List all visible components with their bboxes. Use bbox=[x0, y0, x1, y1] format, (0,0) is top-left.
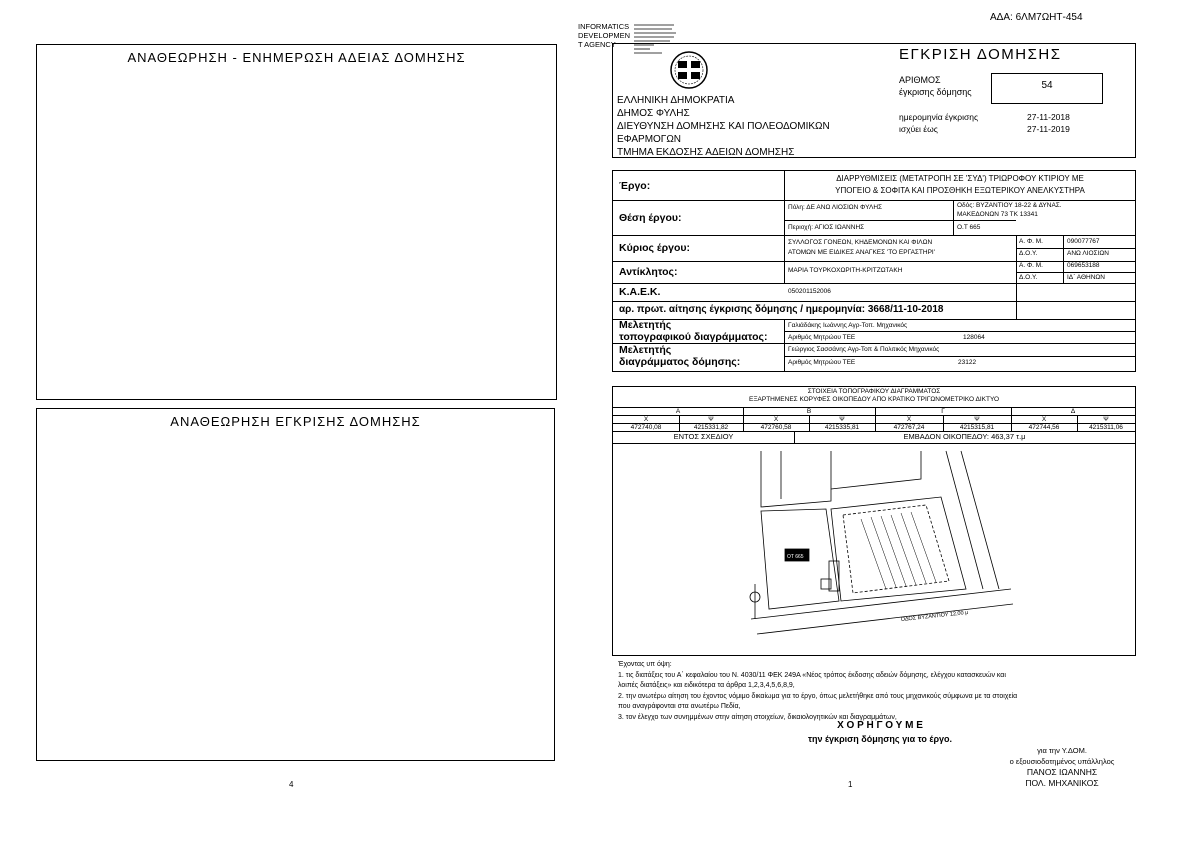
owner-line-1: ΣΥΛΛΟΓΟΣ ΓΟΝΕΩΝ, ΚΗΔΕΜΟΝΩΝ ΚΑΙ ΦΙΛΩΝ bbox=[788, 239, 933, 246]
vertex-d-name: Δ bbox=[1070, 408, 1076, 415]
street-line-2: ΜΑΚΕΔΟΝΩΝ 73 ΤΚ 13341 bbox=[957, 211, 1038, 218]
col-y-b: Ψ bbox=[839, 416, 845, 423]
topo-title-1: ΣΤΟΙΧΕΙΑ ΤΟΠΟΓΡΑΦΙΚΟΥ ΔΙΑΓΡΑΜΜΑΤΟΣ bbox=[807, 388, 941, 395]
doy2-value: ΙΔ΄ ΑΘΗΝΩΝ bbox=[1067, 274, 1105, 281]
authority-block bbox=[617, 94, 830, 159]
vertex-d-x: 472744,56 bbox=[1028, 424, 1060, 431]
valid-value: 27-11-2019 bbox=[1027, 124, 1070, 134]
col-x-a: Χ bbox=[643, 416, 649, 423]
authority-line-3: ΔΙΕΥΘΥΝΣΗ ΔΟΜΗΣΗΣ ΚΑΙ ΠΟΛΕΟΔΟΜΙΚΩΝ bbox=[617, 121, 830, 132]
consideration-1: 1. τις διατάξεις του Α΄ κεφαλαίου του Ν. 4030/11 ΦΕΚ 249Α «Νέος τρόπος έκδοσης αδειών δόμησης, ελέγχου κατασκευών και bbox=[618, 671, 1006, 679]
signature-name: ΠΑΝΟΣ ΙΩΑΝΝΗΣ bbox=[1026, 767, 1098, 777]
designer-label-2: διαγράμματος δόμησης: bbox=[619, 356, 741, 368]
greek-emblem-icon bbox=[669, 50, 709, 90]
authority-line-5: ΤΜΗΜΑ ΕΚΔΟΣΗΣ ΑΔΕΙΩΝ ΔΟΜΗΣΗΣ bbox=[617, 147, 795, 158]
kaek-label: Κ.Α.Ε.Κ. bbox=[619, 286, 661, 298]
page-number-left: 4 bbox=[289, 780, 294, 789]
number-label bbox=[899, 74, 972, 98]
entos-label: ΕΝΤΟΣ ΣΧΕΔΙΟΥ bbox=[673, 432, 734, 441]
approval-number-box: 54 bbox=[991, 73, 1103, 104]
approval-title: ΕΓΚΡΙΣΗ ΔΟΜΗΣΗΣ bbox=[899, 46, 1062, 63]
ergo-label: Έργο: bbox=[619, 180, 651, 192]
grant-heading: Χ Ο Ρ Η Γ Ο Υ Μ Ε bbox=[837, 720, 923, 731]
consideration-3: 3. τον έλεγχο των συνημμένων στην αίτηση στοιχείων, δικαιολογητικών και διαγραμμάτων, bbox=[618, 713, 897, 721]
col-x-b: Χ bbox=[773, 416, 779, 423]
thesi-label: Θέση έργου: bbox=[619, 212, 682, 224]
ergo-value-1: ΔΙΑΡΡΥΘΜΙΣΕΙΣ (ΜΕΤΑΤΡΟΠΗ ΣΕ 'ΣΥΔ') ΤΡΙΩΡΟΦΟΥ ΚΤΙΡΙΟΥ ΜΕ bbox=[836, 174, 1084, 183]
representative-label: Αντίκλητος: bbox=[619, 266, 678, 278]
project-table bbox=[612, 170, 1136, 372]
grant-subheading: την έγκριση δόμησης για το έργο. bbox=[807, 734, 953, 744]
authority-line-4: ΕΦΑΡΜΟΓΩΝ bbox=[617, 134, 682, 145]
protocol-text: αρ. πρωτ. αίτησης έγκρισης δόμησης / ημερομηνία: 3668/11-10-2018 bbox=[619, 304, 944, 315]
watermark-line-2: DEVELOPMEN bbox=[578, 31, 631, 40]
watermark-line-3: T AGENCY bbox=[578, 40, 616, 49]
vertex-d-y: 4215311,06 bbox=[1089, 424, 1123, 431]
ada-code: ΑΔΑ: 6ΛΜ7ΩΗΤ-454 bbox=[990, 12, 1083, 23]
intro-line: Έχοντας υπ όψη: bbox=[618, 661, 672, 668]
designer-reg: 23122 bbox=[958, 359, 977, 366]
number-label-2: έγκρισης δόμησης bbox=[899, 87, 972, 97]
number-label-1: ΑΡΙΘΜΟΣ bbox=[899, 75, 941, 85]
representative-value: ΜΑΡΙΑ ΤΟΥΡΚΟΧΩΡΙΤΗ-ΚΡΙΤΖΩΤΑΚΗ bbox=[788, 267, 903, 274]
authority-line-2: ΔΗΜΟΣ ΦΥΛΗΣ bbox=[617, 108, 690, 119]
afm-value: 090077767 bbox=[1067, 238, 1100, 245]
ot-value: Ο.Τ 665 bbox=[957, 224, 981, 231]
date-label: ημερομηνία έγκρισης bbox=[899, 112, 979, 122]
considerations-text bbox=[618, 660, 1158, 723]
doy2-label: Δ.Ο.Υ. bbox=[1019, 274, 1038, 281]
street-value bbox=[957, 201, 1062, 219]
topographic-box bbox=[612, 386, 1136, 656]
vertex-b-name: Β bbox=[806, 408, 812, 415]
page-number-right: 1 bbox=[848, 780, 853, 789]
kaek-value: 050201152006 bbox=[788, 288, 831, 295]
consideration-2: 2. την ανωτέρω αίτηση του έχοντος νόμιμο δικαίωμα για το έργο, όπως μελετήθηκε από τους μηχανικούς σύμφωνα με τα στοιχεία bbox=[618, 692, 1018, 700]
topo-title bbox=[613, 388, 1135, 404]
vertex-b-y: 4215335,81 bbox=[824, 424, 860, 431]
owner-value bbox=[788, 238, 935, 258]
designer-label bbox=[619, 344, 740, 368]
consideration-1b: λοιπές διατάξεις» και ειδικότερα τα άρθρα 1,2,3,4,5,6,8,9, bbox=[618, 682, 795, 689]
street-line-1: Οδός: ΒΥΖΑΝΤΙΟΥ 18-22 & ΔΥΝΑΣ. bbox=[957, 202, 1062, 209]
vertex-c-y: 4215315,81 bbox=[959, 424, 995, 431]
date-value: 27-11-2018 bbox=[1027, 112, 1070, 122]
col-y-d: Ψ bbox=[1103, 416, 1109, 423]
revision-approval-title: ΑΝΑΘΕΩΡΗΣΗ ΕΓΚΡΙΣΗΣ ΔΟΜΗΣΗΣ bbox=[170, 414, 421, 429]
vertex-a-y: 4215331,82 bbox=[693, 424, 729, 431]
revision-update-title: ΑΝΑΘΕΩΡΗΣΗ - ΕΝΗΜΕΡΩΣΗ ΑΔΕΙΑΣ ΔΟΜΗΣΗΣ bbox=[127, 50, 466, 65]
owner-label: Κύριος έργου: bbox=[619, 242, 690, 254]
signature-line-1: για την Υ.ΔΟΜ. bbox=[1037, 746, 1087, 755]
vertex-c-x: 472767,24 bbox=[893, 424, 925, 431]
topographer-label bbox=[619, 319, 767, 343]
col-y-a: Ψ bbox=[708, 416, 714, 423]
area-value: Περιοχή: ΑΓΙΟΣ ΙΩΑΝΝΗΣ bbox=[788, 224, 865, 231]
vertex-a-name: Α bbox=[675, 408, 681, 415]
map-street-label: ΟΔΟΣ ΒΥΖΑΝΤΙΟΥ 12,00 μ bbox=[900, 609, 969, 623]
afm2-value: 069653188 bbox=[1067, 262, 1100, 269]
topographer-reg-label: Αριθμός Μητρώου ΤΕΕ bbox=[788, 334, 856, 341]
topographer-label-2: τοπογραφικού διαγράμματος: bbox=[619, 331, 768, 343]
doy-label: Δ.Ο.Υ. bbox=[1019, 250, 1038, 257]
revision-approval-box bbox=[36, 408, 555, 761]
map-ot-label: ΟΤ 665 bbox=[787, 554, 804, 560]
header-box bbox=[612, 43, 1136, 158]
topographer-label-1: Μελετητής bbox=[619, 319, 672, 331]
col-x-c: Χ bbox=[906, 416, 912, 423]
site-plan-drawing bbox=[721, 449, 1013, 649]
topo-title-2: ΕΞΑΡΤΗΜΕΝΕΣ ΚΟΡΥΦΕΣ ΟΙΚΟΠΕΔΟΥ ΑΠΟ ΚΡΑΤΙΚΟ ΤΡΙΓΩΝΟΜΕΤΡΙΚΟ ΔΙΚΤΥΟ bbox=[748, 396, 999, 403]
topographer-reg: 128064 bbox=[963, 334, 985, 341]
doy-value: ΑΝΩ ΛΙΟΣΙΩΝ bbox=[1067, 250, 1109, 257]
valid-label: ισχύει έως bbox=[899, 124, 938, 134]
vertex-b-x: 472760,58 bbox=[760, 424, 792, 431]
designer-name: Γεώργιος Σασσάνης Αγρ-Τοπ & Πολιτικός Μηχανικός bbox=[788, 346, 940, 353]
col-x-d: Χ bbox=[1041, 416, 1047, 423]
authority-line-1: ΕΛΛΗΝΙΚΗ ΔΗΜΟΚΡΑΤΙΑ bbox=[617, 95, 735, 106]
afm-label: Α. Φ. Μ. bbox=[1019, 238, 1043, 245]
owner-line-2: ΑΤΟΜΩΝ ΜΕ ΕΙΔΙΚΕΣ ΑΝΑΓΚΕΣ 'ΤΟ ΕΡΓΑΣΤΗΡΙ' bbox=[788, 249, 935, 256]
revision-update-box bbox=[36, 44, 557, 400]
designer-label-1: Μελετητής bbox=[619, 344, 672, 356]
signature-line-2: ο εξουσιοδοτημένος υπάλληλος bbox=[1009, 756, 1115, 766]
watermark-line-1: INFORMATICS bbox=[578, 22, 630, 31]
ergo-value bbox=[785, 173, 1135, 197]
ergo-value-2: ΥΠΟΓΕΙΟ & ΣΟΦΙΤΑ ΚΑΙ ΠΡΟΣΘΗΚΗ ΕΞΩΤΕΡΙΚΟΥ ΑΝΕΛΚΥΣΤΗΡΑ bbox=[835, 186, 1085, 195]
vertex-a-x: 472740,08 bbox=[630, 424, 662, 431]
plot-area-label: ΕΜΒΑΔΟΝ ΟΙΚΟΠΕΔΟΥ: 463,37 τ.μ bbox=[903, 432, 1026, 441]
designer-reg-label: Αριθμός Μητρώου ΤΕΕ bbox=[788, 359, 856, 366]
vertex-c-name: Γ bbox=[941, 408, 945, 415]
topographer-name: Γαλιάδάκης Ιωάννης Αγρ-Τοπ. Μηχανικός bbox=[788, 322, 908, 329]
afm2-label: Α. Φ. Μ. bbox=[1019, 262, 1043, 269]
col-y-c: Ψ bbox=[974, 416, 980, 423]
signature-title: ΠΟΛ. ΜΗΧΑΝΙΚΟΣ bbox=[1025, 777, 1099, 788]
signature-block bbox=[990, 746, 1134, 788]
city-value: Πόλη: ΔΕ ΑΝΩ ΛΙΟΣΙΩΝ ΦΥΛΗΣ bbox=[788, 204, 883, 211]
consideration-2b: που αναγράφονται στα ανωτέρω Πεδία, bbox=[618, 703, 741, 710]
